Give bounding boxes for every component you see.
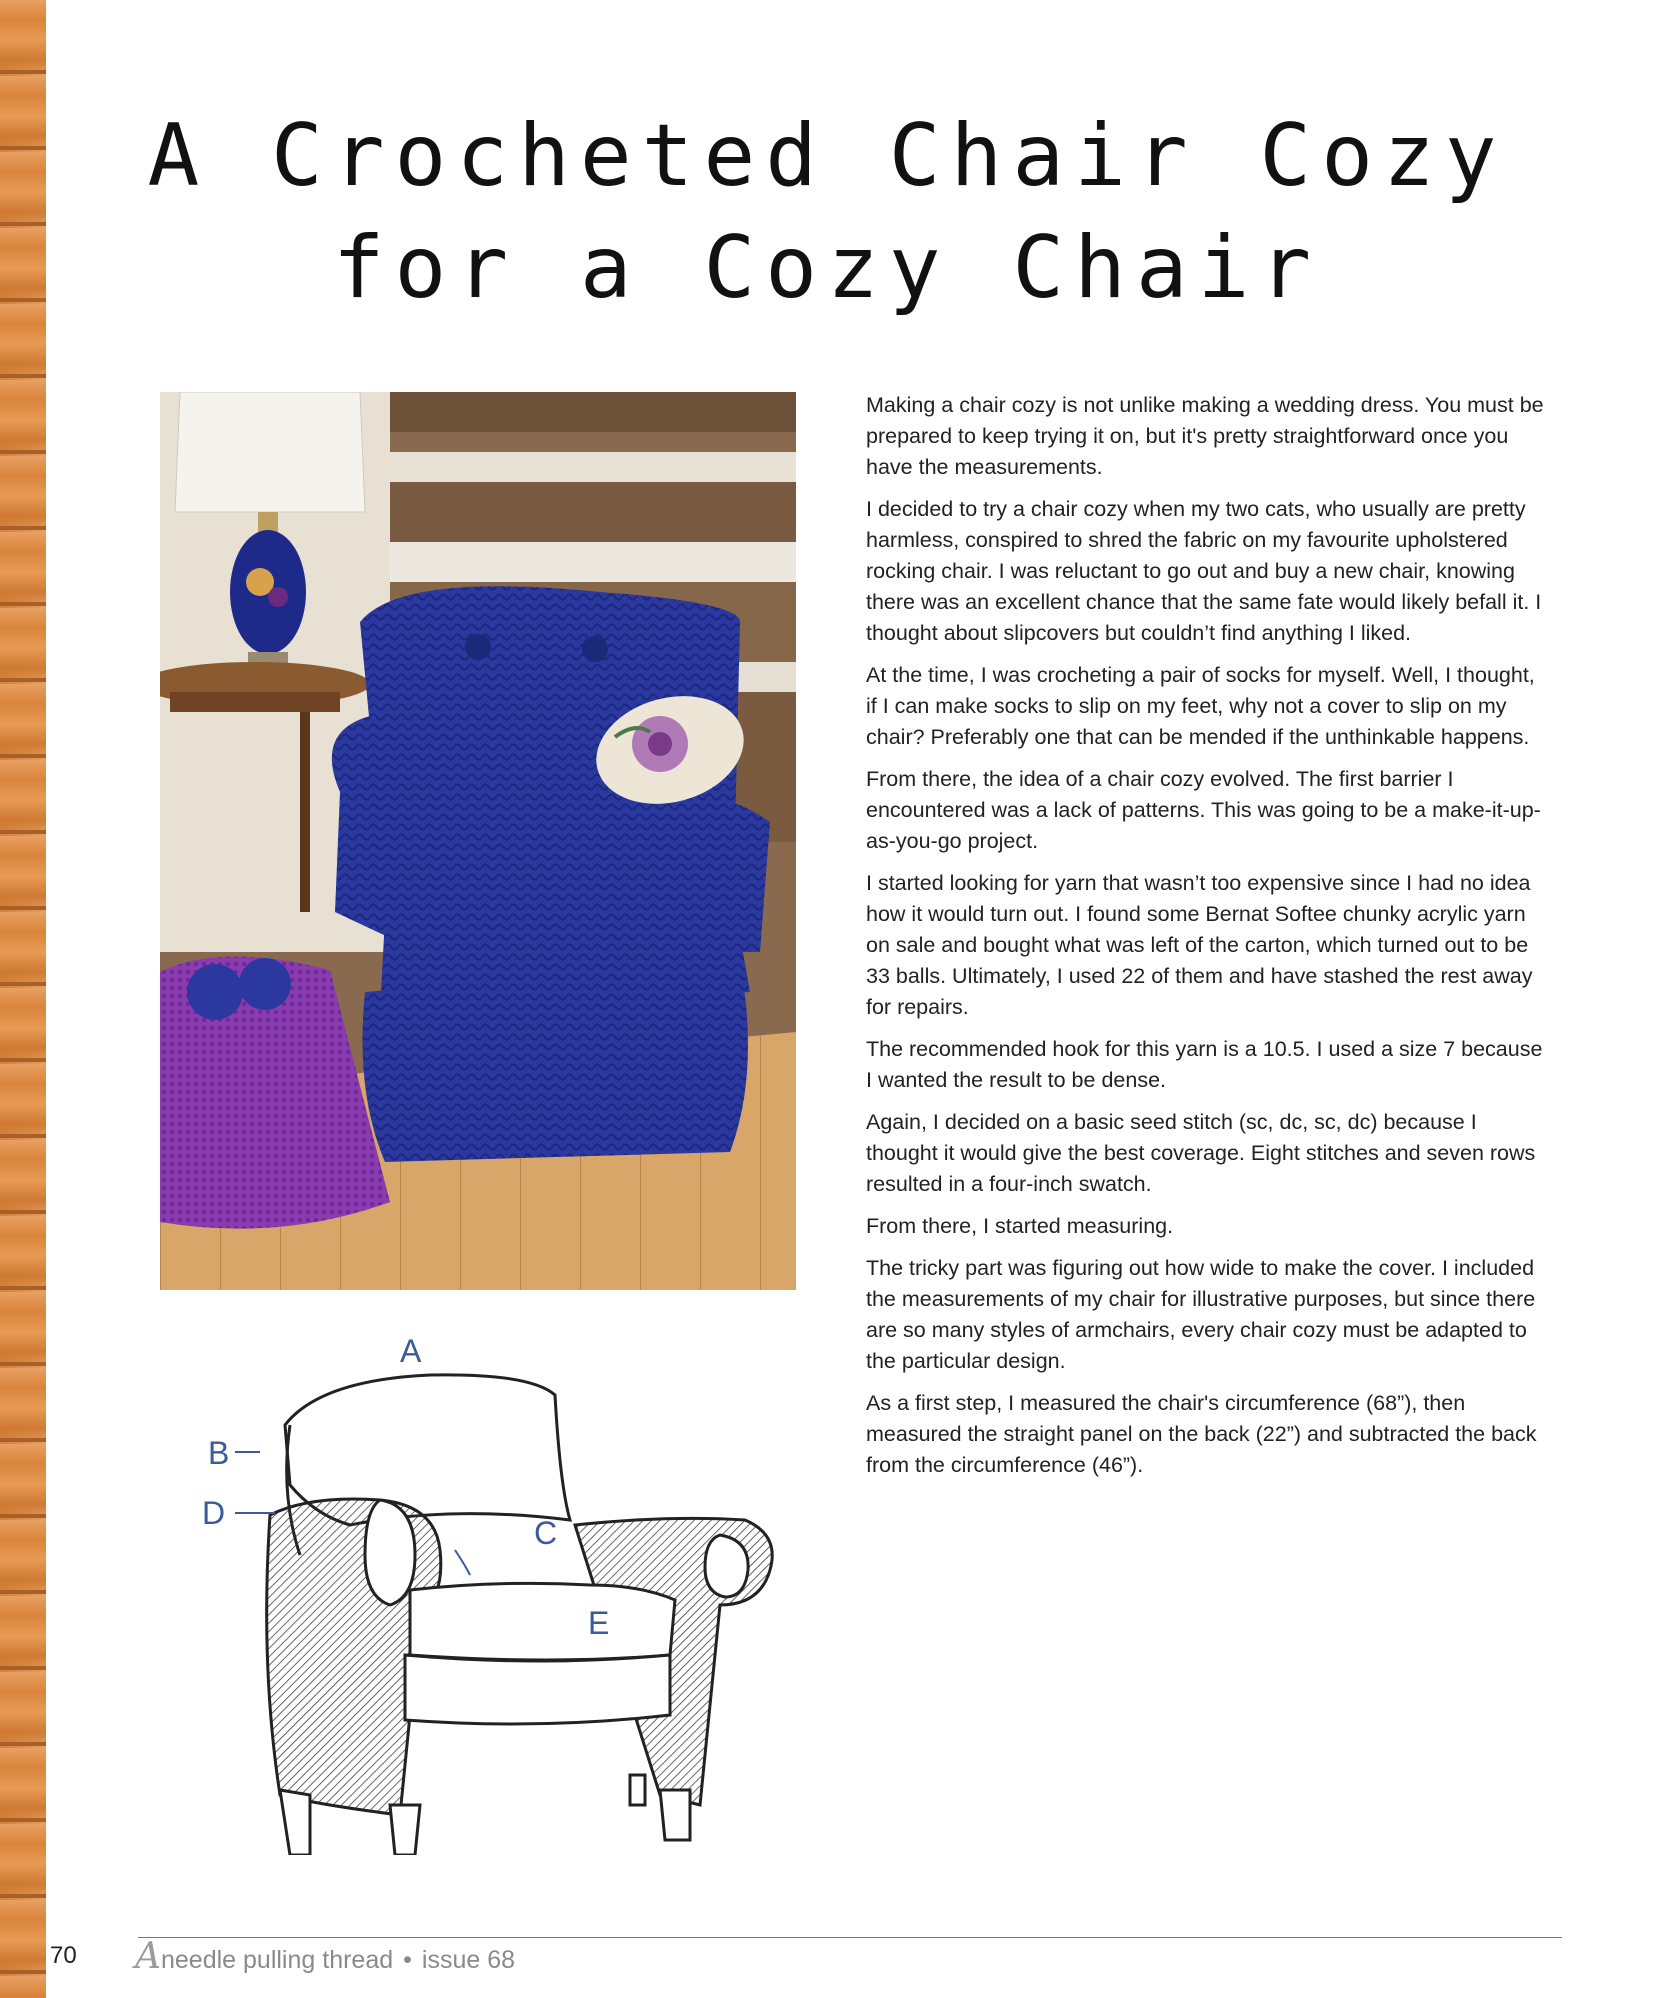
paragraph: From there, I started measuring. xyxy=(866,1214,1174,1238)
chair-photo xyxy=(160,392,796,1290)
paragraph: At the time, I was crocheting a pair of socks for myself. Well, I thought, if I can make socks to slip on my feet, why not a cover to slip on my chair? Preferably one that can be mended if the unthinkable happens. xyxy=(866,663,1535,749)
brand-initial: A xyxy=(135,1936,161,1977)
paragraph: The recommended hook for this yarn is a 10.5. I used a size 7 because I wanted the result to be dense. xyxy=(866,1037,1543,1092)
diagram-label-d: D xyxy=(202,1495,226,1531)
paragraph: I decided to try a chair cozy when my two cats, who usually are pretty harmless, conspired to shred the fabric on my favourite upholstered rocking chair. I was reluctant to go out and buy a new chair, knowing there was an excellent chance that the same fate would likely befall it. I thought about slipcovers but couldn’t find anything I liked. xyxy=(866,497,1542,645)
paragraph: Making a chair cozy is not unlike making a wedding dress. You must be prepared to keep trying it on, but it's pretty straightforward once you have the measurements. xyxy=(866,393,1544,479)
brand-name: needle pulling thread xyxy=(161,1946,394,1974)
issue-label: issue 68 xyxy=(421,1946,516,1974)
title-line-1: A Crocheted Chair Cozy xyxy=(147,106,1507,206)
title-line-2: for a Cozy Chair xyxy=(332,218,1322,318)
paragraph: The tricky part was figuring out how wide to make the cover. I included the measurements of my chair for illustrative purposes, but since there are so many styles of armchairs, every chair cozy must be adapted to the particular design. xyxy=(866,1256,1536,1373)
diagram-label-a: A xyxy=(400,1333,422,1369)
paragraph: Again, I decided on a basic seed stitch (sc, dc, sc, dc) because I thought it would give the best coverage. Eight stitches and seven rows resulted in a four-inch swatch. xyxy=(866,1110,1536,1196)
diagram-label-c: C xyxy=(534,1515,558,1551)
page-number: 70 xyxy=(50,1942,77,1969)
footer-brand xyxy=(135,1936,515,1977)
diagram-label-e: E xyxy=(588,1605,610,1641)
diagram-label-b: B xyxy=(208,1435,230,1471)
article-title xyxy=(0,100,1654,324)
footer-separator: • xyxy=(403,1946,412,1974)
paragraph: As a first step, I measured the chair's circumference (68”), then measured the straight panel on the back (22”) and subtracted the back from the circumference (46”). xyxy=(866,1391,1537,1477)
paragraph: From there, the idea of a chair cozy evolved. The first barrier I encountered was a lack of patterns. This was going to be a make-it-up-as-you-go project. xyxy=(866,767,1541,853)
paragraph: I started looking for yarn that wasn’t too expensive since I had no idea how it would turn out. I found some Bernat Softee chunky acrylic yarn on sale and bought what was left of the carton, which turned out to be 33 balls. Ultimately, I used 22 of them and have stashed the rest away for repairs. xyxy=(866,871,1533,1019)
chair-diagram xyxy=(200,1335,780,1855)
article-body xyxy=(866,390,1546,1492)
